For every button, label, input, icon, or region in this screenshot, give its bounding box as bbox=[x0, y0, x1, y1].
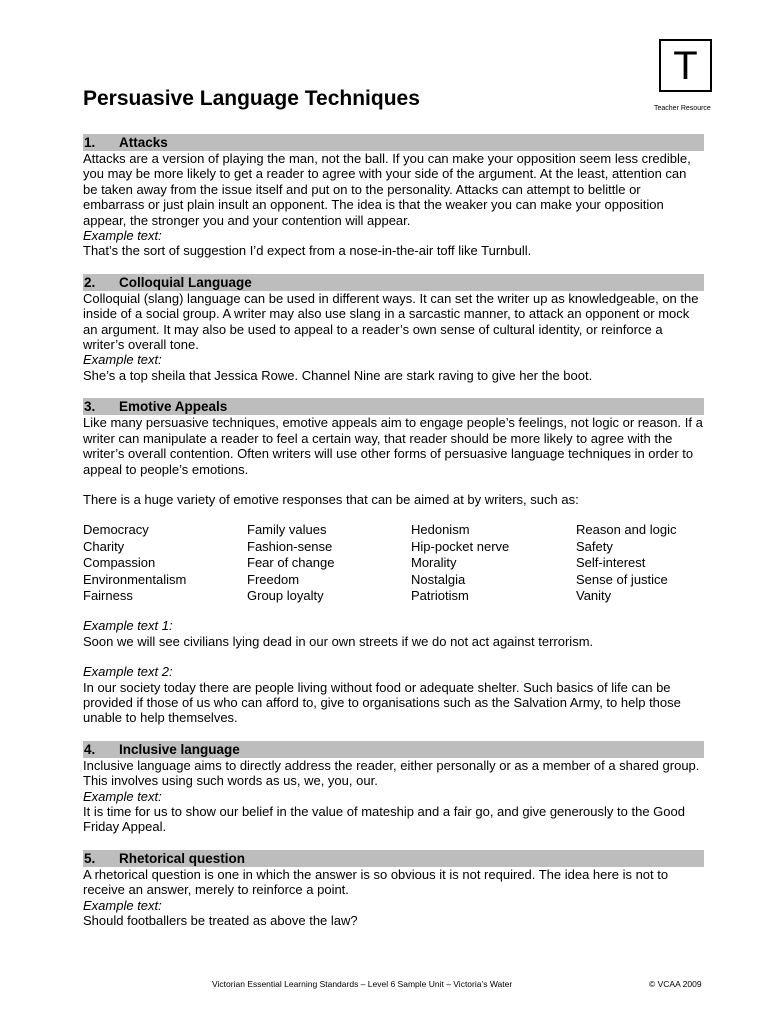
response-item: Fairness bbox=[83, 587, 133, 603]
example-label: Example text 2: bbox=[83, 664, 173, 680]
response-item: Democracy bbox=[83, 522, 149, 538]
response-item: Safety bbox=[576, 538, 613, 554]
response-item: Morality bbox=[411, 555, 457, 571]
example-text: Soon we will see civilians lying dead in our own streets if we do not act against terrorism. bbox=[83, 633, 594, 649]
response-item: Sense of justice bbox=[576, 571, 668, 587]
section-heading bbox=[83, 274, 704, 291]
example-text: That’s the sort of suggestion I’d expect from a nose-in-the-air toff like Turnbull. bbox=[83, 243, 532, 259]
section-title: Colloquial Language bbox=[119, 274, 252, 290]
section-title: Inclusive language bbox=[119, 741, 240, 757]
section-body: Attacks are a version of playing the man, not the ball. If you can make your opposition seem less credible, you may be more likely to get a reader to agree with your side of the argument. At the least, attention can be taken away from the issue itself and put on to the personality. Attacks can attempt to belittle or embarrass or just plain insult an opponent. The idea is that the weaker you can make your opposition appear, the stronger you and your contention will appear. bbox=[83, 151, 691, 228]
example-label: Example text: bbox=[83, 352, 162, 368]
example-text: It is time for us to show our belief in the value of mateship and a fair go, and give generously to the Good Friday Appeal. bbox=[83, 804, 685, 835]
section-number: 2. bbox=[84, 274, 96, 290]
section-number: 5. bbox=[84, 850, 96, 866]
footer-unit-title: Victorian Essential Learning Standards – Level 6 Sample Unit – Victoria’s Water bbox=[212, 979, 513, 989]
badge-letter: T bbox=[673, 43, 698, 88]
section-heading bbox=[83, 741, 704, 758]
example-label: Example text: bbox=[83, 228, 162, 244]
response-item: Family values bbox=[247, 522, 327, 538]
response-item: Patriotism bbox=[411, 587, 469, 603]
section-attacks bbox=[83, 134, 704, 259]
example-text: Should footballers be treated as above the law? bbox=[83, 913, 358, 929]
section-body: A rhetorical question is one in which the answer is so obvious it is not required. The idea here is not to receive an answer, merely to reinforce a point. bbox=[83, 866, 669, 898]
response-item: Reason and logic bbox=[576, 522, 677, 538]
teacher-resource-badge bbox=[659, 39, 712, 92]
response-item: Self-interest bbox=[576, 555, 646, 571]
section-number: 4. bbox=[84, 741, 96, 757]
section-number: 3. bbox=[84, 399, 96, 415]
badge-caption: Teacher Resource bbox=[654, 105, 711, 112]
section-body: Colloquial (slang) language can be used in different ways. It can set the writer up as knowledgeable, on the inside of a social group. A writer may also use slang in a sarcastic manner, to attack an opponent or mock an argument. It may also be used to appeal to a reader’s own sense of cultural identity, or reinforce a writer’s overall tone. bbox=[83, 290, 699, 353]
example-text: In our society today there are people living without food or adequate shelter. Such basics of life can be provided if those of us who can afford to, give to organisations such as the Salvation Army, to help those unable to help themselves. bbox=[83, 679, 681, 726]
section-title: Rhetorical question bbox=[119, 850, 246, 866]
section-body: Like many persuasive techniques, emotive appeals aim to engage people’s feelings, not logic or reason. If a writer can manipulate a reader to feel a certain way, that reader should be more likely to agree with the writer’s overall contention. Often writers will use other forms of persuasive language techniques in order to appeal to people’s emotions. bbox=[83, 415, 703, 477]
response-item: Freedom bbox=[247, 571, 300, 587]
response-item: Charity bbox=[83, 538, 125, 554]
section-heading bbox=[83, 134, 704, 151]
footer-copyright: © VCAA 2009 bbox=[649, 979, 702, 989]
section-rhetorical-question bbox=[83, 850, 704, 929]
document-body bbox=[83, 134, 704, 943]
section-colloquial-language bbox=[83, 274, 704, 383]
section-title: Attacks bbox=[119, 135, 168, 150]
example-text: She’s a top sheila that Jessica Rowe. Channel Nine are stark raving to give her the boot. bbox=[83, 367, 593, 383]
response-item: Environmentalism bbox=[83, 571, 187, 587]
section-heading bbox=[83, 850, 704, 867]
page-title: Persuasive Language Techniques bbox=[83, 87, 420, 110]
section-number: 1. bbox=[84, 135, 96, 150]
response-item: Hip-pocket nerve bbox=[411, 538, 510, 554]
response-item: Fear of change bbox=[247, 555, 335, 571]
example-label: Example text: bbox=[83, 788, 162, 804]
response-item: Vanity bbox=[576, 587, 612, 603]
response-item: Fashion-sense bbox=[247, 538, 333, 554]
example-label: Example text 1: bbox=[83, 618, 173, 634]
section-heading bbox=[83, 398, 704, 415]
section-title: Emotive Appeals bbox=[119, 399, 228, 415]
response-item: Group loyalty bbox=[247, 587, 324, 603]
section-body: Inclusive language aims to directly address the reader, either personally or as a member of a shared group. This involves using such words as us, we, you, our. bbox=[83, 757, 700, 789]
response-item: Hedonism bbox=[411, 522, 470, 538]
response-item: Compassion bbox=[83, 555, 156, 571]
emotive-responses-grid bbox=[83, 522, 704, 603]
example-label: Example text: bbox=[83, 897, 162, 913]
response-item: Nostalgia bbox=[411, 571, 466, 587]
responses-intro: There is a huge variety of emotive responses that can be aimed at by writers, such as: bbox=[83, 491, 579, 507]
section-emotive-appeals bbox=[83, 398, 704, 726]
section-inclusive-language bbox=[83, 741, 704, 835]
